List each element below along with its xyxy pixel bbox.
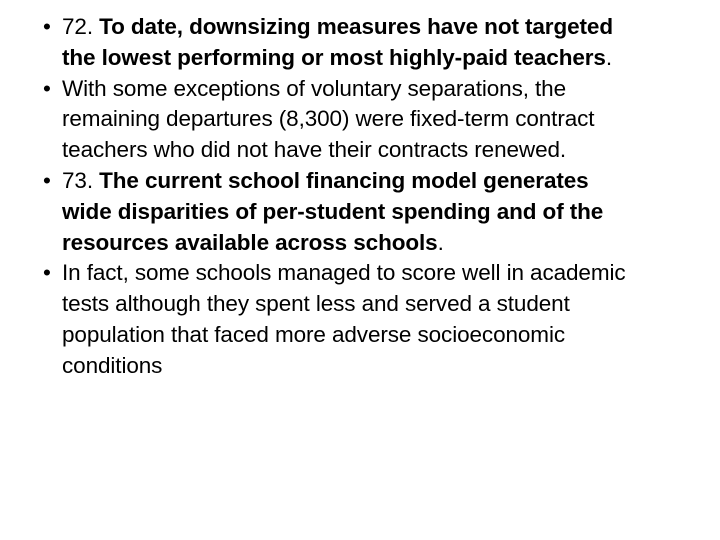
list-item-line: With some exceptions of voluntary separations, the: [62, 75, 567, 101]
list-item-line: teachers who did not have their contracts renewed.: [62, 137, 567, 163]
list-item-line: resources available across schools.: [62, 229, 444, 255]
list-item-line: [62, 166, 690, 197]
list-item-line: tests although they spent less and served a student: [62, 291, 570, 317]
list-item-terminal-period: .: [605, 44, 612, 70]
list-item-number-prefix: 72.: [62, 14, 100, 39]
bullet-glyph-icon: •: [43, 167, 51, 193]
list-item-text: [62, 258, 690, 381]
list-item-number-prefix: 73.: [62, 167, 100, 193]
list-item-line: conditions: [62, 352, 163, 378]
list-item-text: [62, 12, 690, 74]
list-item-text: [62, 74, 690, 166]
list-item: [30, 258, 690, 381]
bullet-glyph-icon: •: [43, 14, 51, 39]
list-item-emphasis-line: The current school financing model generates: [99, 167, 589, 193]
slide-body-placeholder: [30, 12, 690, 382]
list-item: [30, 166, 690, 258]
list-item-line: wide disparities of per-student spending and of the: [62, 198, 604, 224]
list-item-line: population that faced more adverse socioeconomic: [62, 321, 565, 347]
list-item: [30, 74, 690, 166]
bullet-list: [30, 12, 690, 382]
bullet-glyph-icon: •: [43, 260, 51, 286]
list-item-text: [62, 166, 690, 258]
list-item-line: remaining departures (8,300) were fixed-term contract: [62, 106, 595, 132]
list-item-line: In fact, some schools managed to score well in academic: [62, 260, 626, 286]
list-item: [30, 12, 690, 74]
list-item-line: the lowest performing or most highly-paid teachers.: [62, 44, 612, 70]
list-item-terminal-period: .: [437, 229, 444, 255]
bullet-glyph-icon: •: [43, 75, 51, 101]
list-item-line: [62, 12, 690, 43]
list-item-emphasis-line: To date, downsizing measures have not targeted: [99, 14, 613, 39]
